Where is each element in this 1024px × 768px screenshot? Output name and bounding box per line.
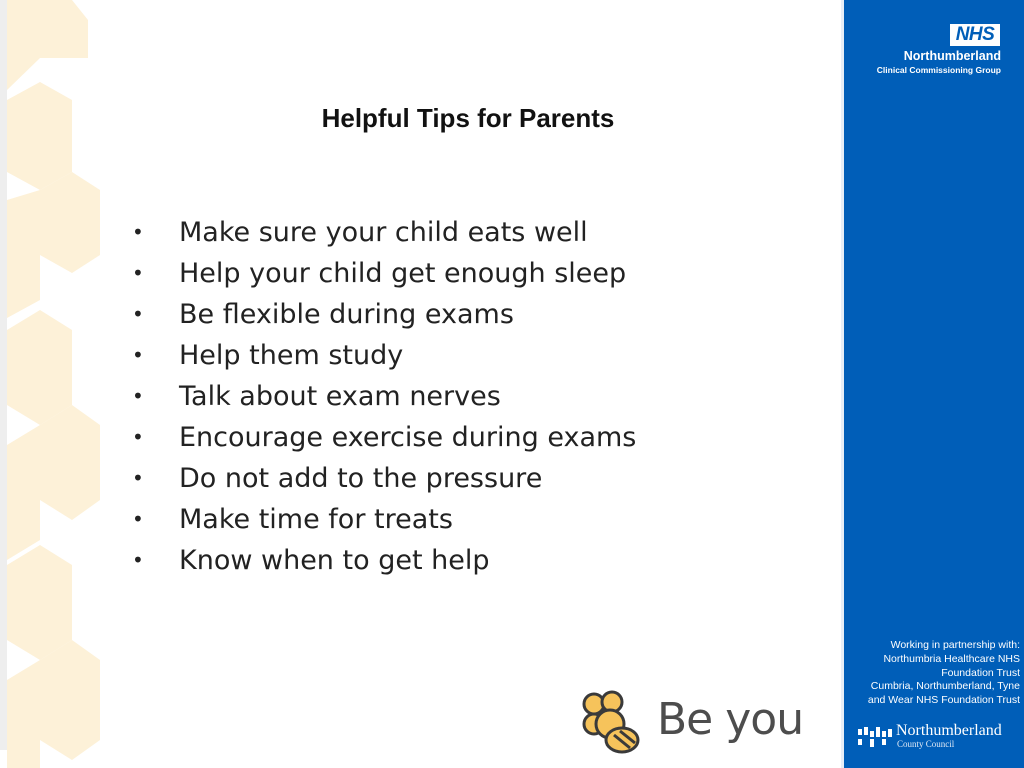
bullet-icon: • bbox=[132, 425, 144, 449]
partnership-line: Northumbria Healthcare NHS bbox=[883, 652, 1020, 665]
tips-list bbox=[128, 212, 636, 581]
ccg-subtitle: Clinical Commissioning Group bbox=[876, 65, 1001, 75]
nhs-logo: NHS bbox=[950, 24, 1000, 46]
partnership-text bbox=[848, 639, 1020, 708]
tip-text: Make time for treats bbox=[179, 504, 453, 535]
tip-item bbox=[128, 376, 636, 417]
bullet-icon: • bbox=[132, 507, 144, 531]
tip-text: Encourage exercise during exams bbox=[179, 422, 637, 453]
council-logo-block bbox=[858, 722, 1022, 752]
be-you-wordmark: Be you bbox=[657, 694, 804, 745]
tip-text: Help your child get enough sleep bbox=[179, 258, 627, 289]
tip-item bbox=[128, 540, 636, 581]
tip-text: Make sure your child eats well bbox=[179, 217, 588, 248]
council-subtitle: County Council bbox=[897, 739, 955, 749]
tip-text: Help them study bbox=[179, 340, 404, 371]
council-crest-icon bbox=[858, 725, 892, 747]
partnership-line: Working in partnership with: bbox=[890, 639, 1020, 651]
tip-item bbox=[128, 294, 636, 335]
tip-text: Talk about exam nerves bbox=[179, 381, 501, 412]
tip-item bbox=[128, 499, 636, 540]
tip-item bbox=[128, 335, 636, 376]
bullet-icon: • bbox=[132, 466, 144, 490]
tip-text: Do not add to the pressure bbox=[179, 463, 543, 494]
partnership-line: and Wear NHS Foundation Trust bbox=[867, 694, 1020, 707]
bullet-icon: • bbox=[132, 384, 144, 408]
bullet-icon: • bbox=[132, 343, 144, 367]
council-name: Northumberland bbox=[896, 722, 1002, 739]
bee-icon bbox=[582, 690, 644, 756]
slide-title: Helpful Tips for Parents bbox=[321, 103, 615, 133]
tip-item bbox=[128, 212, 636, 253]
partnership-line: Cumbria, Northumberland, Tyne bbox=[870, 680, 1020, 693]
sidebar-divider bbox=[841, 0, 844, 768]
bullet-icon: • bbox=[132, 220, 144, 244]
tip-item bbox=[128, 253, 636, 294]
tip-item bbox=[128, 458, 636, 499]
bullet-icon: • bbox=[132, 261, 144, 285]
tip-text: Know when to get help bbox=[179, 545, 490, 576]
partnership-line: Foundation Trust bbox=[941, 666, 1020, 679]
tip-item bbox=[128, 417, 636, 458]
be-you-logo bbox=[582, 690, 832, 760]
bullet-icon: • bbox=[132, 548, 144, 572]
bullet-icon: • bbox=[132, 302, 144, 326]
ccg-name: Northumberland bbox=[903, 49, 1001, 63]
tip-text: Be flexible during exams bbox=[179, 299, 514, 330]
